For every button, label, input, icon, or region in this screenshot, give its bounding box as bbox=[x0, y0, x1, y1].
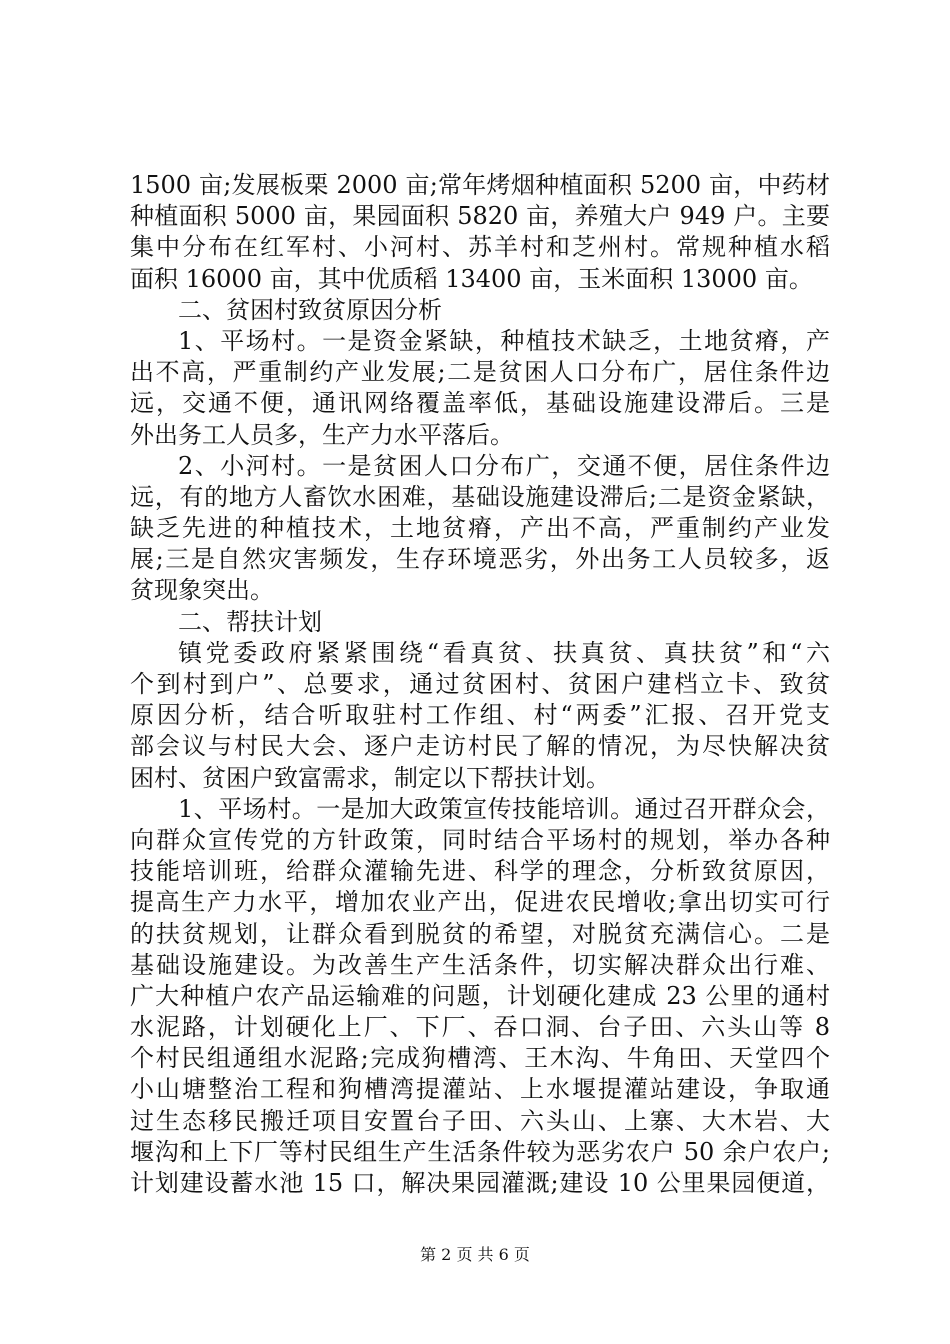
paragraph bbox=[130, 295, 830, 326]
page-footer: 第 2 页 共 6 页 bbox=[420, 1245, 530, 1264]
text-line: 计划建设蓄水池 15 口，解决果园灌溉;建设 10 公里果园便道， bbox=[130, 1169, 830, 1197]
text-line: 2、小河村。一是贫困人口分布广，交通不便，居住条件边 bbox=[178, 451, 830, 480]
text-line: 二、帮扶计划 bbox=[178, 607, 322, 636]
text-line: 的扶贫规划，让群众看到脱贫的希望，对脱贫充满信心。二是 bbox=[130, 919, 830, 948]
text-line: 堰沟和上下厂等村民组生产生活条件较为恶劣农户 50 余户农户; bbox=[130, 1137, 830, 1166]
document-body bbox=[130, 170, 830, 1199]
paragraph bbox=[130, 794, 830, 1199]
paragraph bbox=[130, 607, 830, 638]
text-line: 外出务工人员多，生产力水平落后。 bbox=[130, 420, 514, 449]
text-line: 集中分布在红军村、小河村、苏羊村和芝州村。常规种植水稻 bbox=[130, 233, 830, 262]
paragraph bbox=[130, 638, 830, 794]
text-line: 个村民组通组水泥路;完成狗槽湾、王木沟、牛角田、天堂四个 bbox=[130, 1044, 830, 1073]
text-line: 水泥路，计划硬化上厂、下厂、吞口洞、台子田、六头山等 8 bbox=[130, 1013, 830, 1042]
text-line: 1500 亩;发展板栗 2000 亩;常年烤烟种植面积 5200 亩，中药材 bbox=[130, 171, 830, 199]
text-line: 向群众宣传党的方针政策，同时结合平场村的规划，举办各种 bbox=[130, 825, 830, 854]
text-line: 远，有的地方人畜饮水困难，基础设施建设滞后;二是资金紧缺， bbox=[130, 482, 830, 511]
text-line: 提高生产力水平，增加农业产出，促进农民增收;拿出切实可行 bbox=[130, 888, 830, 917]
text-line: 过生态移民搬迁项目安置台子田、六头山、上寨、大木岩、大 bbox=[130, 1106, 830, 1135]
text-line: 技能培训班，给群众灌输先进、科学的理念，分析致贫原因， bbox=[130, 857, 830, 886]
text-line: 基础设施建设。为改善生产生活条件，切实解决群众出行难、 bbox=[130, 950, 830, 979]
text-line: 种植面积 5000 亩，果园面积 5820 亩，养殖大户 949 户。主要 bbox=[130, 202, 830, 231]
text-line: 缺乏先进的种植技术，土地贫瘠，产出不高，严重制约产业发 bbox=[130, 514, 830, 543]
text-line: 个到村到户”、总要求，通过贫困村、贫困户建档立卡、致贫 bbox=[130, 670, 830, 698]
text-line: 小山塘整治工程和狗槽湾提灌站、上水堰提灌站建设，争取通 bbox=[130, 1075, 830, 1104]
paragraph bbox=[130, 326, 830, 451]
text-line: 出不高，严重制约产业发展;二是贫困人口分布广，居住条件边 bbox=[130, 358, 830, 387]
text-line: 镇党委政府紧紧围绕“看真贫、扶真贫、真扶贫”和“六 bbox=[178, 638, 830, 667]
text-line: 原因分析，结合听取驻村工作组、村“两委”汇报、召开党支 bbox=[130, 701, 830, 730]
paragraph bbox=[130, 451, 830, 607]
text-line: 部会议与村民大会、逐户走访村民了解的情况，为尽快解决贫 bbox=[130, 732, 830, 761]
text-line: 远，交通不便，通讯网络覆盖率低，基础设施建设滞后。三是 bbox=[130, 389, 830, 418]
text-line: 面积 16000 亩，其中优质稻 13400 亩，玉米面积 13000 亩。 bbox=[130, 264, 813, 293]
text-line: 1、平场村。一是加大政策宣传技能培训。通过召开群众会， bbox=[178, 794, 830, 823]
text-line: 困村、贫困户致富需求，制定以下帮扶计划。 bbox=[130, 763, 610, 792]
text-line: 1、平场村。一是资金紧缺，种植技术缺乏，土地贫瘠，产 bbox=[178, 326, 830, 355]
text-line: 贫现象突出。 bbox=[130, 576, 274, 605]
paragraph bbox=[130, 170, 830, 295]
text-line: 二、贫困村致贫原因分析 bbox=[178, 295, 442, 324]
text-line: 广大种植户农产品运输难的问题，计划硬化建成 23 公里的通村 bbox=[130, 981, 830, 1010]
text-line: 展;三是自然灾害频发，生存环境恶劣，外出务工人员较多，返 bbox=[130, 545, 830, 574]
